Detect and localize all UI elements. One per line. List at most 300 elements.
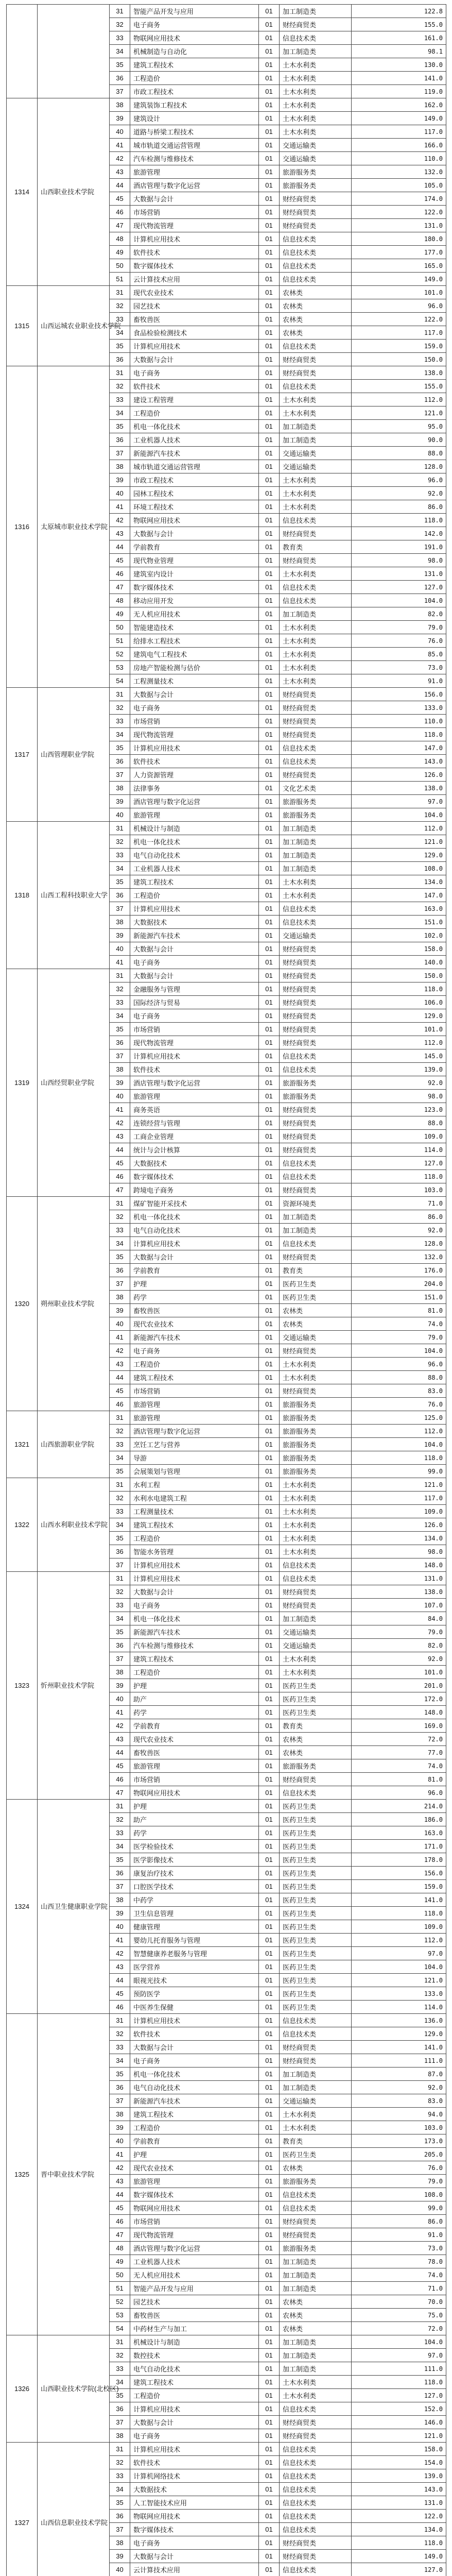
min-score: 158.0 [352, 2443, 446, 2456]
min-score: 156.0 [352, 1867, 446, 1880]
min-score: 138.0 [352, 366, 446, 380]
major-code: 40 [110, 487, 130, 500]
category-code: 01 [259, 2282, 280, 2295]
major-code: 34 [110, 2483, 130, 2496]
major-name: 护理 [130, 1679, 259, 1692]
min-score: 186.0 [352, 1813, 446, 1826]
major-name: 水利水电建筑工程 [130, 1492, 259, 1505]
major-name: 新能源汽车技术 [130, 447, 259, 460]
category-name: 农林类 [280, 2322, 352, 2335]
category-code: 01 [259, 567, 280, 581]
category-code: 01 [259, 366, 280, 380]
category-code: 01 [259, 2242, 280, 2255]
category-code: 01 [259, 1063, 280, 1076]
category-code: 01 [259, 554, 280, 567]
category-code: 01 [259, 2188, 280, 2201]
min-score: 180.0 [352, 232, 446, 246]
category-code: 01 [259, 661, 280, 674]
major-code: 38 [110, 1666, 130, 1679]
major-code: 46 [110, 2215, 130, 2228]
major-code: 42 [110, 152, 130, 165]
major-name: 城市轨道交通运营管理 [130, 139, 259, 152]
major-code: 42 [110, 1344, 130, 1358]
major-name: 预防医学 [130, 1987, 259, 2001]
min-score: 74.0 [352, 2268, 446, 2282]
category-code: 01 [259, 1183, 280, 1197]
min-score: 140.0 [352, 956, 446, 969]
category-code: 01 [259, 982, 280, 996]
table-row [7, 1800, 446, 1813]
category-code: 01 [259, 246, 280, 259]
min-score: 79.0 [352, 1625, 446, 1639]
category-code: 01 [259, 1532, 280, 1545]
major-code: 40 [110, 125, 130, 139]
min-score: 118.0 [352, 514, 446, 527]
category-code: 01 [259, 2094, 280, 2108]
category-name: 土木水利类 [280, 393, 352, 406]
category-code: 01 [259, 2161, 280, 2175]
major-code: 39 [110, 1304, 130, 1317]
category-code: 01 [259, 607, 280, 621]
major-name: 机电一体化技术 [130, 835, 259, 849]
min-score: 133.0 [352, 1987, 446, 2001]
major-code: 38 [110, 1063, 130, 1076]
category-name: 信息技术类 [280, 31, 352, 45]
min-score: 118.0 [352, 2536, 446, 2550]
major-name: 机电一体化技术 [130, 1612, 259, 1625]
category-name: 加工制造类 [280, 835, 352, 849]
major-name: 智能水务管理 [130, 1545, 259, 1558]
category-code: 01 [259, 58, 280, 72]
category-code: 01 [259, 2536, 280, 2550]
major-name: 大数据与会计 [130, 942, 259, 956]
category-name: 加工制造类 [280, 849, 352, 862]
min-score: 177.0 [352, 246, 446, 259]
category-code: 01 [259, 500, 280, 514]
category-code: 01 [259, 192, 280, 206]
min-score: 139.0 [352, 1063, 446, 1076]
major-name: 畜牧兽医 [130, 313, 259, 326]
major-code: 36 [110, 1036, 130, 1049]
major-code: 52 [110, 2295, 130, 2309]
major-name: 机电一体化技术 [130, 420, 259, 433]
min-score: 106.0 [352, 996, 446, 1009]
major-name: 电气自动化技术 [130, 1224, 259, 1237]
major-name: 建筑工程技术 [130, 58, 259, 72]
category-name: 信息技术类 [280, 514, 352, 527]
min-score: 104.0 [352, 1960, 446, 1974]
major-code: 37 [110, 2416, 130, 2429]
major-code: 41 [110, 1934, 130, 1947]
min-score: 71.0 [352, 2282, 446, 2295]
category-code: 01 [259, 1840, 280, 1853]
major-name: 房地产智能检测与估价 [130, 661, 259, 674]
category-code: 01 [259, 1505, 280, 1518]
major-name: 医学营养 [130, 1960, 259, 1974]
major-name: 康复治疗技术 [130, 1867, 259, 1880]
category-name: 土木水利类 [280, 1371, 352, 1384]
min-score: 86.0 [352, 500, 446, 514]
min-score: 171.0 [352, 1840, 446, 1853]
major-code: 45 [110, 554, 130, 567]
table-row [7, 5, 446, 18]
category-code: 01 [259, 1974, 280, 1987]
major-code: 46 [110, 1398, 130, 1411]
category-code: 01 [259, 406, 280, 420]
major-code: 32 [110, 835, 130, 849]
category-name: 土木水利类 [280, 1532, 352, 1545]
min-score: 118.0 [352, 728, 446, 741]
min-score: 108.0 [352, 2188, 446, 2201]
category-code: 01 [259, 1170, 280, 1183]
school-name: 山西卫生健康职业学院 [38, 1800, 110, 2014]
category-code: 01 [259, 1103, 280, 1116]
major-name: 软件技术 [130, 2456, 259, 2469]
category-name: 信息技术类 [280, 1786, 352, 1800]
major-name: 计算机应用技术 [130, 232, 259, 246]
major-name: 软件技术 [130, 2027, 259, 2041]
major-name: 护理 [130, 2148, 259, 2161]
category-name: 财经商贸类 [280, 192, 352, 206]
major-code: 35 [110, 1023, 130, 1036]
major-code: 35 [110, 875, 130, 889]
category-name: 信息技术类 [280, 259, 352, 273]
category-name: 土木水利类 [280, 1505, 352, 1518]
major-code: 45 [110, 192, 130, 206]
category-name: 加工制造类 [280, 1210, 352, 1224]
major-name: 现代物业管理 [130, 554, 259, 567]
major-name: 计算机应用技术 [130, 1558, 259, 1572]
major-name: 新能源汽车技术 [130, 929, 259, 942]
major-code: 44 [110, 2188, 130, 2201]
major-name: 烹饪工艺与营养 [130, 1438, 259, 1451]
min-score: 102.0 [352, 929, 446, 942]
min-score: 121.0 [352, 1478, 446, 1492]
category-name: 信息技术类 [280, 594, 352, 607]
category-code: 01 [259, 956, 280, 969]
category-name: 加工制造类 [280, 1224, 352, 1237]
min-score: 83.0 [352, 2094, 446, 2108]
major-code: 43 [110, 2175, 130, 2188]
major-code: 47 [110, 1183, 130, 1197]
category-name: 医药卫生类 [280, 1277, 352, 1291]
major-name: 新能源汽车技术 [130, 2094, 259, 2108]
min-score: 122.8 [352, 5, 446, 18]
major-name: 建筑工程技术 [130, 1371, 259, 1384]
major-name: 电气自动化技术 [130, 849, 259, 862]
major-name: 环境工程技术 [130, 500, 259, 514]
major-code: 36 [110, 2510, 130, 2523]
major-code: 43 [110, 1733, 130, 1746]
major-name: 工程造价 [130, 2121, 259, 2134]
min-score: 119.0 [352, 85, 446, 98]
major-name: 统计与会计核算 [130, 1143, 259, 1157]
major-name: 煤矿智能开采技术 [130, 1197, 259, 1210]
min-score: 72.0 [352, 1733, 446, 1746]
category-code: 01 [259, 634, 280, 648]
major-code: 37 [110, 1049, 130, 1063]
min-score: 79.0 [352, 2175, 446, 2188]
major-name: 食品检验检测技术 [130, 326, 259, 340]
category-code: 01 [259, 98, 280, 112]
min-score: 103.0 [352, 1183, 446, 1197]
category-name: 信息技术类 [280, 1049, 352, 1063]
table-row [7, 1478, 446, 1492]
table-row [7, 969, 446, 982]
major-name: 大数据技术 [130, 2483, 259, 2496]
category-name: 交通运输类 [280, 1625, 352, 1639]
min-score: 169.0 [352, 1719, 446, 1733]
category-code: 01 [259, 1545, 280, 1558]
major-code: 31 [110, 286, 130, 299]
major-name: 大数据与会计 [130, 2041, 259, 2054]
category-name: 财经商贸类 [280, 353, 352, 366]
major-name: 人工智能技术应用 [130, 2496, 259, 2510]
min-score: 205.0 [352, 2148, 446, 2161]
table-row [7, 688, 446, 701]
category-code: 01 [259, 1224, 280, 1237]
school-name: 晋中职业技术学院 [38, 2014, 110, 2335]
major-code: 40 [110, 1090, 130, 1103]
major-code: 53 [110, 2309, 130, 2322]
category-code: 01 [259, 1492, 280, 1505]
category-name: 信息技术类 [280, 2563, 352, 2576]
major-code: 32 [110, 1492, 130, 1505]
major-code: 37 [110, 902, 130, 916]
school-code: 1324 [7, 1800, 38, 2014]
major-code: 38 [110, 1893, 130, 1907]
category-code: 01 [259, 380, 280, 393]
major-name: 会展策划与管理 [130, 1465, 259, 1478]
category-code: 01 [259, 1197, 280, 1210]
major-name: 中药材生产与加工 [130, 2322, 259, 2335]
major-name: 国际经济与贸易 [130, 996, 259, 1009]
category-code: 01 [259, 232, 280, 246]
category-code: 01 [259, 2469, 280, 2483]
major-name: 金融服务与管理 [130, 982, 259, 996]
major-code: 33 [110, 313, 130, 326]
major-code: 32 [110, 2456, 130, 2469]
category-name: 土木水利类 [280, 2121, 352, 2134]
major-name: 机电一体化技术 [130, 1210, 259, 1224]
category-name: 财经商贸类 [280, 1384, 352, 1398]
major-code: 38 [110, 2536, 130, 2550]
major-code: 38 [110, 460, 130, 473]
category-name: 交通运输类 [280, 1331, 352, 1344]
major-code: 38 [110, 98, 130, 112]
category-code: 01 [259, 1572, 280, 1585]
category-name: 土木水利类 [280, 500, 352, 514]
min-score: 121.0 [352, 1974, 446, 1987]
min-score: 82.0 [352, 607, 446, 621]
min-score: 155.0 [352, 18, 446, 31]
category-code: 01 [259, 862, 280, 875]
major-code: 34 [110, 2376, 130, 2389]
school-code: 1321 [7, 1411, 38, 1478]
major-code: 32 [110, 299, 130, 313]
category-name: 加工制造类 [280, 2282, 352, 2295]
major-name: 现代农业技术 [130, 2161, 259, 2175]
min-score: 126.0 [352, 768, 446, 782]
min-score: 128.0 [352, 1237, 446, 1250]
table-row [7, 1572, 446, 1585]
major-code: 32 [110, 1585, 130, 1599]
category-code: 01 [259, 2027, 280, 2041]
major-code: 31 [110, 688, 130, 701]
category-code: 01 [259, 768, 280, 782]
major-name: 学前教育 [130, 540, 259, 554]
major-code: 39 [110, 1679, 130, 1692]
major-name: 旅游管理 [130, 1090, 259, 1103]
school-name: 山西工程科技职业大学 [38, 822, 110, 969]
min-score: 98.0 [352, 1545, 446, 1558]
min-score: 114.0 [352, 2001, 446, 2014]
category-code: 01 [259, 1706, 280, 1719]
category-name: 旅游服务类 [280, 1398, 352, 1411]
major-name: 机电一体化技术 [130, 2067, 259, 2081]
category-code: 01 [259, 2483, 280, 2496]
category-code: 01 [259, 273, 280, 286]
category-code: 01 [259, 1585, 280, 1599]
category-name: 信息技术类 [280, 1157, 352, 1170]
category-code: 01 [259, 1853, 280, 1867]
major-code: 32 [110, 701, 130, 715]
major-code: 53 [110, 661, 130, 674]
category-name: 医药卫生类 [280, 1291, 352, 1304]
major-code: 40 [110, 2563, 130, 2576]
major-name: 市场营销 [130, 206, 259, 219]
school-name: 山西旅游职业学院 [38, 1411, 110, 1478]
category-name: 旅游服务类 [280, 2242, 352, 2255]
category-code: 01 [259, 2001, 280, 2014]
major-code: 36 [110, 433, 130, 447]
major-name: 数字媒体技术 [130, 2188, 259, 2201]
min-score: 149.0 [352, 2550, 446, 2563]
category-name: 土木水利类 [280, 1358, 352, 1371]
major-code: 46 [110, 2001, 130, 2014]
min-score: 96.0 [352, 1786, 446, 1800]
category-code: 01 [259, 2081, 280, 2094]
category-name: 旅游服务类 [280, 1090, 352, 1103]
category-name: 信息技术类 [280, 1237, 352, 1250]
min-score: 148.0 [352, 1706, 446, 1719]
school-name: 山西水利职业技术学院 [38, 1478, 110, 1572]
major-name: 计算机应用技术 [130, 741, 259, 755]
major-name: 中医养生保健 [130, 2001, 259, 2014]
category-name: 信息技术类 [280, 1063, 352, 1076]
major-code: 47 [110, 219, 130, 232]
category-code: 01 [259, 139, 280, 152]
major-name: 计算机应用技术 [130, 1049, 259, 1063]
major-name: 酒店管理与数字化运营 [130, 1076, 259, 1090]
major-name: 计算机应用技术 [130, 2014, 259, 2027]
category-name: 土木水利类 [280, 473, 352, 487]
min-score: 95.0 [352, 420, 446, 433]
min-score: 112.0 [352, 393, 446, 406]
category-code: 01 [259, 648, 280, 661]
major-name: 现代物流管理 [130, 219, 259, 232]
category-name: 财经商贸类 [280, 18, 352, 31]
school-name: 忻州职业技术学院 [38, 1572, 110, 1800]
category-name: 加工制造类 [280, 822, 352, 835]
category-name: 信息技术类 [280, 902, 352, 916]
category-code: 01 [259, 2429, 280, 2443]
category-code: 01 [259, 31, 280, 45]
major-code: 31 [110, 2335, 130, 2349]
category-name: 医药卫生类 [280, 1800, 352, 1813]
major-name: 市场营销 [130, 715, 259, 728]
category-name: 财经商贸类 [280, 1599, 352, 1612]
major-code: 39 [110, 929, 130, 942]
major-code: 45 [110, 2201, 130, 2215]
major-code: 47 [110, 2228, 130, 2242]
major-code: 39 [110, 2550, 130, 2563]
category-code: 01 [259, 1438, 280, 1451]
category-code: 01 [259, 2402, 280, 2416]
major-code: 39 [110, 795, 130, 808]
min-score: 111.0 [352, 2362, 446, 2376]
min-score: 134.0 [352, 1532, 446, 1545]
category-name: 信息技术类 [280, 2496, 352, 2510]
category-code: 01 [259, 1317, 280, 1331]
major-name: 水利工程 [130, 1478, 259, 1492]
category-name: 土木水利类 [280, 889, 352, 902]
category-code: 01 [259, 1746, 280, 1759]
min-score: 110.0 [352, 715, 446, 728]
school-name: 山西经贸职业学院 [38, 969, 110, 1197]
major-name: 移动应用开发 [130, 594, 259, 607]
category-name: 信息技术类 [280, 246, 352, 259]
min-score: 84.0 [352, 1612, 446, 1625]
min-score: 150.0 [352, 353, 446, 366]
major-code: 32 [110, 18, 130, 31]
category-code: 01 [259, 1987, 280, 2001]
major-name: 学前教育 [130, 2134, 259, 2148]
min-score: 72.0 [352, 2322, 446, 2335]
major-name: 电气自动化技术 [130, 2362, 259, 2376]
major-code: 33 [110, 1599, 130, 1612]
major-name: 畜牧兽医 [130, 2309, 259, 2322]
school-code: 1315 [7, 286, 38, 366]
min-score: 141.0 [352, 2041, 446, 2054]
major-code: 41 [110, 956, 130, 969]
major-name: 工程造价 [130, 2389, 259, 2402]
category-name: 财经商贸类 [280, 728, 352, 741]
major-code: 36 [110, 1639, 130, 1652]
category-code: 01 [259, 1130, 280, 1143]
category-name: 土木水利类 [280, 634, 352, 648]
category-name: 医药卫生类 [280, 2001, 352, 2014]
category-name: 土木水利类 [280, 98, 352, 112]
min-score: 103.0 [352, 2121, 446, 2134]
major-code: 31 [110, 1478, 130, 1492]
major-code: 38 [110, 782, 130, 795]
major-name: 汽车检测与维修技术 [130, 152, 259, 165]
min-score: 117.0 [352, 125, 446, 139]
major-code: 34 [110, 1451, 130, 1465]
min-score: 118.0 [352, 1451, 446, 1465]
min-score: 156.0 [352, 688, 446, 701]
major-name: 建筑电气工程技术 [130, 648, 259, 661]
category-name: 财经商贸类 [280, 1116, 352, 1130]
min-score: 73.0 [352, 2242, 446, 2255]
school-name: 山西信息职业技术学院 [38, 2443, 110, 2576]
major-name: 计算机应用技术 [130, 340, 259, 353]
category-name: 财经商贸类 [280, 1585, 352, 1599]
min-score: 94.0 [352, 2108, 446, 2121]
major-name: 市场营销 [130, 1773, 259, 1786]
category-code: 01 [259, 2108, 280, 2121]
